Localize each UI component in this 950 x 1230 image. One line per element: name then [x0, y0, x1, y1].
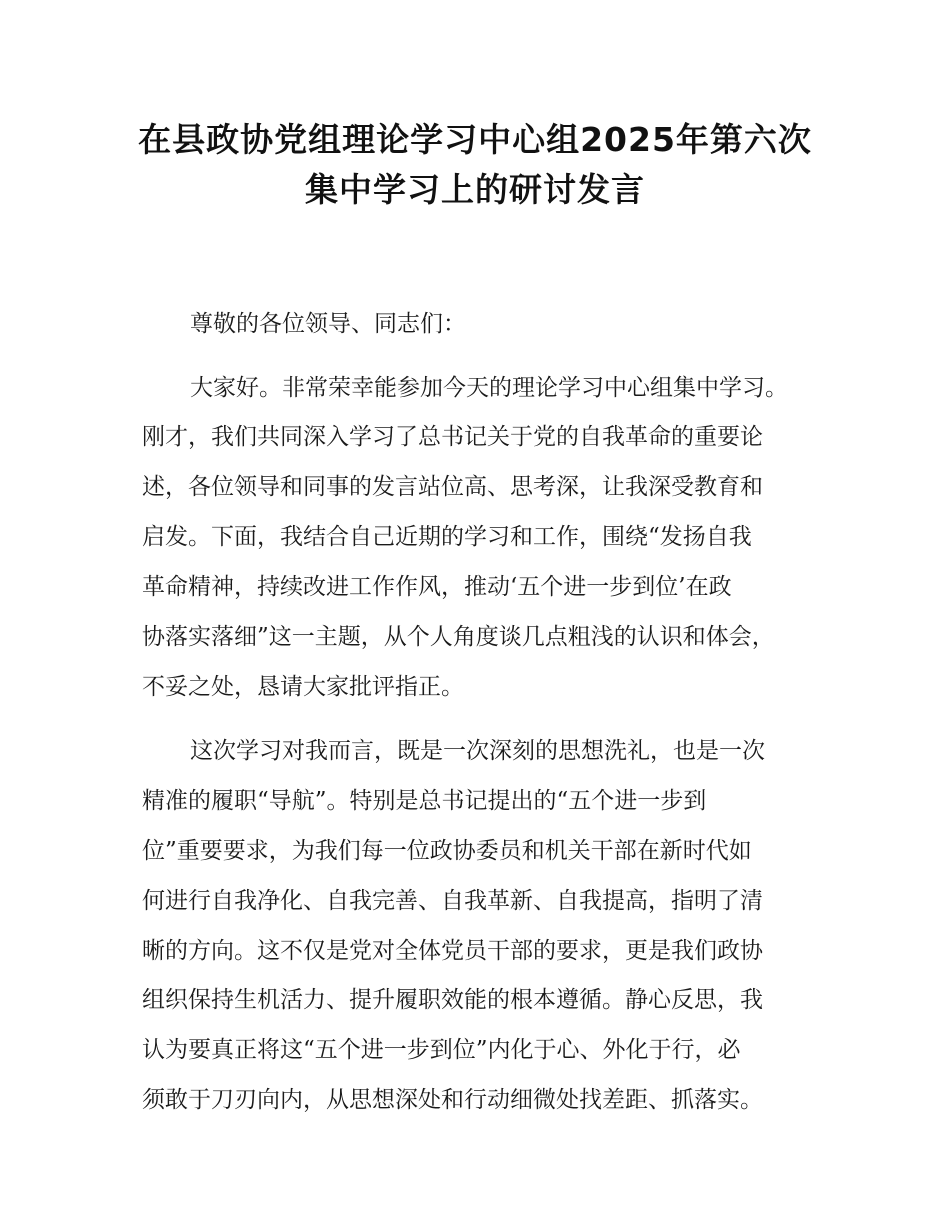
paragraph-2-line-3: 位”重要要求，为我们每一位政协委员和机关干部在新时代如 — [142, 838, 752, 864]
paragraph-1-line-7: 不妥之处，恳请大家批评指正。 — [142, 674, 464, 700]
paragraph-1-line-2: 刚才，我们共同深入学习了总书记关于党的自我革命的重要论 — [142, 424, 763, 450]
paragraph-2-line-7: 认为要真正将这“五个进一步到位”内化于心、外化于行，必 — [142, 1037, 741, 1063]
document-title-line-1: 在县政协党组理论学习中心组2025年第六次 — [138, 120, 812, 159]
salutation: 尊敬的各位领导、同志们： — [190, 311, 466, 337]
document-title-line-2: 集中学习上的研讨发言 — [305, 170, 645, 209]
paragraph-2-line-6: 组织保持生机活力、提升履职效能的根本遵循。静心反思，我 — [142, 987, 763, 1013]
paragraph-1-line-5: 革命精神，持续改进工作作风，推动‘五个进一步到位’在政 — [142, 574, 732, 600]
paragraph-1-line-3: 述，各位领导和同事的发言站位高、思考深，让我深受教育和 — [142, 474, 763, 500]
paragraph-2-line-8: 须敢于刀刃向内，从思想深处和行动细微处找差距、抓落实。 — [142, 1087, 763, 1113]
paragraph-2-line-4: 何进行自我净化、自我完善、自我革新、自我提高，指明了清 — [142, 888, 763, 914]
paragraph-1-line-4: 启发。下面，我结合自己近期的学习和工作，围绕“发扬自我 — [142, 524, 752, 550]
paragraph-1-line-6: 协落实落细”这一主题，从个人角度谈几点粗浅的认识和体会， — [142, 624, 775, 650]
paragraph-2-line-1: 这次学习对我而言，既是一次深刻的思想洗礼，也是一次 — [190, 738, 765, 764]
paragraph-1-line-1: 大家好。非常荣幸能参加今天的理论学习中心组集中学习。 — [190, 375, 788, 401]
paragraph-2-line-2: 精准的履职“导航”。特别是总书记提出的“五个进一步到 — [142, 788, 707, 814]
paragraph-2-line-5: 晰的方向。这不仅是党对全体党员干部的要求，更是我们政协 — [142, 938, 763, 964]
